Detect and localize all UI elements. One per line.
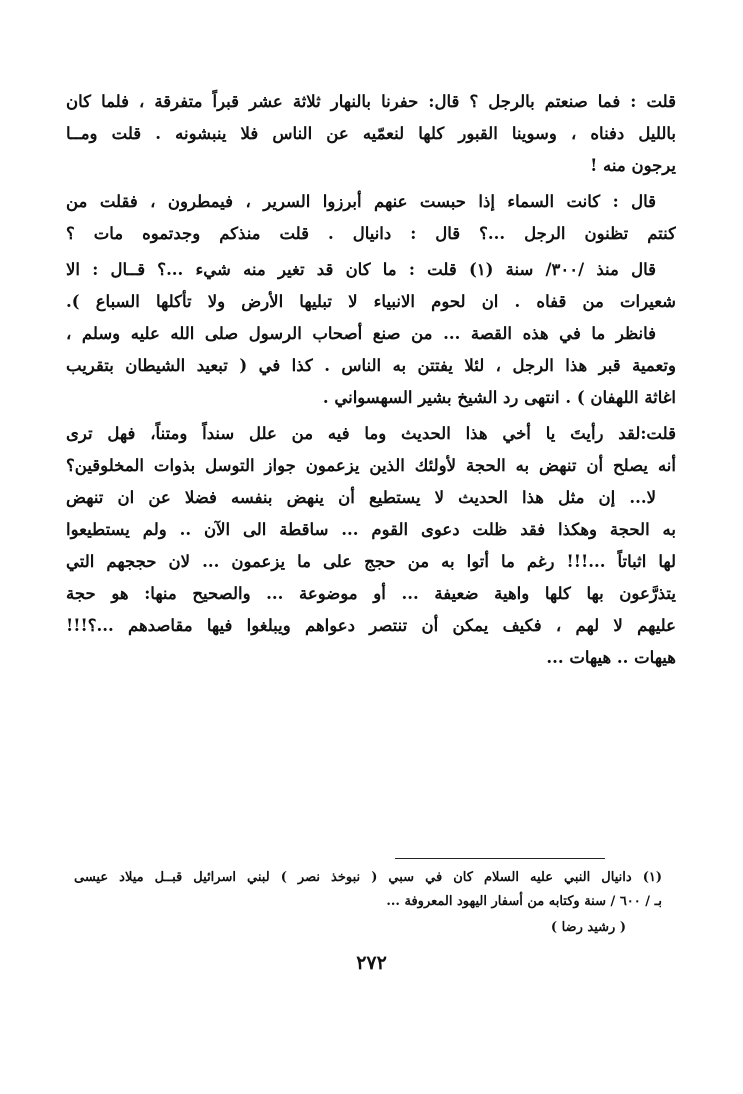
text-line: يتذرَّعون بها كلها واهية ضعيفة ... أو موضوعة ... والصحيح منها: هو حجة (66, 584, 676, 603)
text-line: بالليل دفناه ، وسوينا القبور كلها لنعمّيه عن الناس فلا ينبشونه . قلت ومــا (66, 124, 676, 143)
text-line: لها اثباتاً ...!!! رغم ما أتوا به من حجج على ما يزعمون ... لان حججهم التي (66, 552, 676, 571)
text-line: وتعمية قبر هذا الرجل ، لئلا يفتتن به الناس . كذا في ( تبعيد الشيطان بتقريب (66, 356, 676, 375)
footnote-line: (١) دانيال النبي عليه السلام كان في سبي ( نبوخذ نصر ) لبني اسرائيل قبــل ميلاد عيسى (74, 870, 662, 885)
footnote-divider (395, 858, 605, 859)
text-line: قال : كانت السماء إذا حبست عنهم أبرزوا السرير ، فيمطرون ، فقلت من (66, 192, 656, 211)
footnote-line: بـ / ٦٠٠ / سنة وكتابه من أسفار اليهود المعروفة ... (386, 894, 662, 909)
text-line: قال منذ /٣٠٠/ سنة (١) قلت : ما كان قد تغير منه شيء ...؟ قــال : الا (66, 260, 656, 279)
text-line: لا... إن مثل هذا الحديث لا يستطيع أن ينهض بنفسه فضلا عن ان تنهض (66, 488, 656, 507)
text-line: فانظر ما في هذه القصة ... من صنع أصحاب الرسول صلى الله عليه وسلم ، (66, 324, 656, 343)
text-line: هيهات .. هيهات ... (546, 648, 676, 667)
text-line: قلت:لقد رأيتَ يا أخي هذا الحديث وما فيه من علل سنداً ومتناً، فهل ترى (66, 424, 676, 443)
main-text (66, 86, 676, 674)
page-number: ٢٧٢ (356, 952, 387, 974)
text-line: به الحجة وهكذا فقد ظلت دعوى القوم ... ساقطة الى الآن .. ولم يستطيعوا (66, 520, 676, 539)
text-line: قلت : فما صنعتم بالرجل ؟ قال: حفرنا بالنهار ثلاثة عشر قبراً متفرقة ، فلما كان (66, 92, 676, 111)
text-line: أنه يصلح أن تنهض به الحجة لأولئك الذين يزعمون جواز التوسل بذوات المخلوقين؟ (66, 456, 676, 475)
text-line: عليهم لا لهم ، فكيف يمكن أن تنتصر دعواهم ويبلغوا فيها مقاصدهم ...؟!!! (66, 616, 676, 635)
footnote-signature: ( رشيد رضا ) (550, 920, 626, 935)
footnote (74, 866, 662, 914)
text-line: اغاثة اللهفان ) . انتهى رد الشيخ بشير السهسواني . (322, 388, 676, 407)
text-line: كنتم تظنون الرجل ...؟ قال : دانيال . قلت منذكم وجدتموه مات ؟ (66, 224, 676, 243)
text-line: شعيرات من قفاه . ان لحوم الانبياء لا تبليها الأرض ولا تأكلها السباع ). (66, 292, 676, 311)
text-line: يرجون منه ! (590, 156, 676, 175)
